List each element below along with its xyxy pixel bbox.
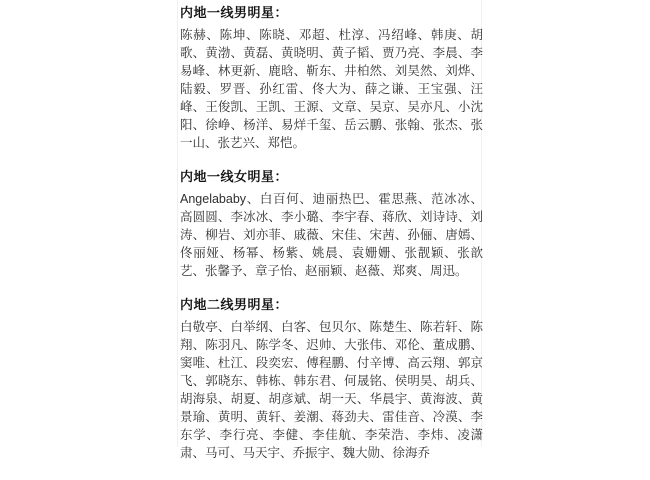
celebrity-tier-list-document bbox=[180, 4, 483, 480]
section-tier2-male bbox=[180, 296, 483, 480]
section-tier1-male bbox=[180, 4, 483, 152]
section-heading-tier1-female: 内地一线女明星： bbox=[180, 169, 289, 184]
section-tier1-female bbox=[180, 168, 483, 280]
page-edge-left bbox=[177, 0, 178, 447]
name-list-tier1-male: 陈赫、陈坤、陈晓、邓超、杜淳、冯绍峰、韩庚、胡歌、黄渤、黄磊、黄晓明、黄子韬、贾乃亮、李晨、李易峰、林更新、鹿晗、靳东、井柏然、刘昊然、刘烨、陆毅、罗晋、孙红雷、佟大为、薛之谦、王宝强、汪峰、王俊凯、王凯、王源、文章、吴京、吴亦凡、小沈阳、徐峥、杨洋、易烊千玺、岳云鹏、张翰、张杰、张一山、张艺兴、郑恺。 bbox=[180, 28, 483, 150]
name-list-tier2-male: 白敬亭、白举纲、白客、包贝尔、陈楚生、陈若轩、陈翔、陈羽凡、陈学冬、迟帅、大张伟、邓伦、董成鹏、窦唯、杜江、段奕宏、傅程鹏、付辛博、高云翔、郭京飞、郭晓东、韩栋、韩东君、何晟铭、侯明昊、胡兵、胡海泉、胡夏、胡彦斌、胡一天、华晨宇、黄海波、黄景瑜、黄明、黄轩、姜潮、蒋劲夫、雷佳音、冷漠、李东学、李行亮、李健、李佳航、李荣浩、李炜、凌潇肃、马可、马天宇、乔振宇、魏大勋、徐海乔 bbox=[180, 320, 483, 460]
section-heading-tier1-male: 内地一线男明星： bbox=[180, 5, 289, 20]
section-heading-tier2-male: 内地二线男明星： bbox=[180, 297, 289, 312]
name-list-tier1-female: Angelababy、白百何、迪丽热巴、霍思燕、范冰冰、高圆圆、李冰冰、李小璐、李宇春、蒋欣、刘诗诗、刘涛、柳岩、刘亦菲、戚薇、宋佳、宋茜、孙俪、唐嫣、佟丽娅、杨幂、杨紫、姚晨、袁姗姗、张靓颖、张歆艺、张馨予、章子怡、赵丽颖、赵薇、郑爽、周迅。 bbox=[180, 192, 483, 278]
